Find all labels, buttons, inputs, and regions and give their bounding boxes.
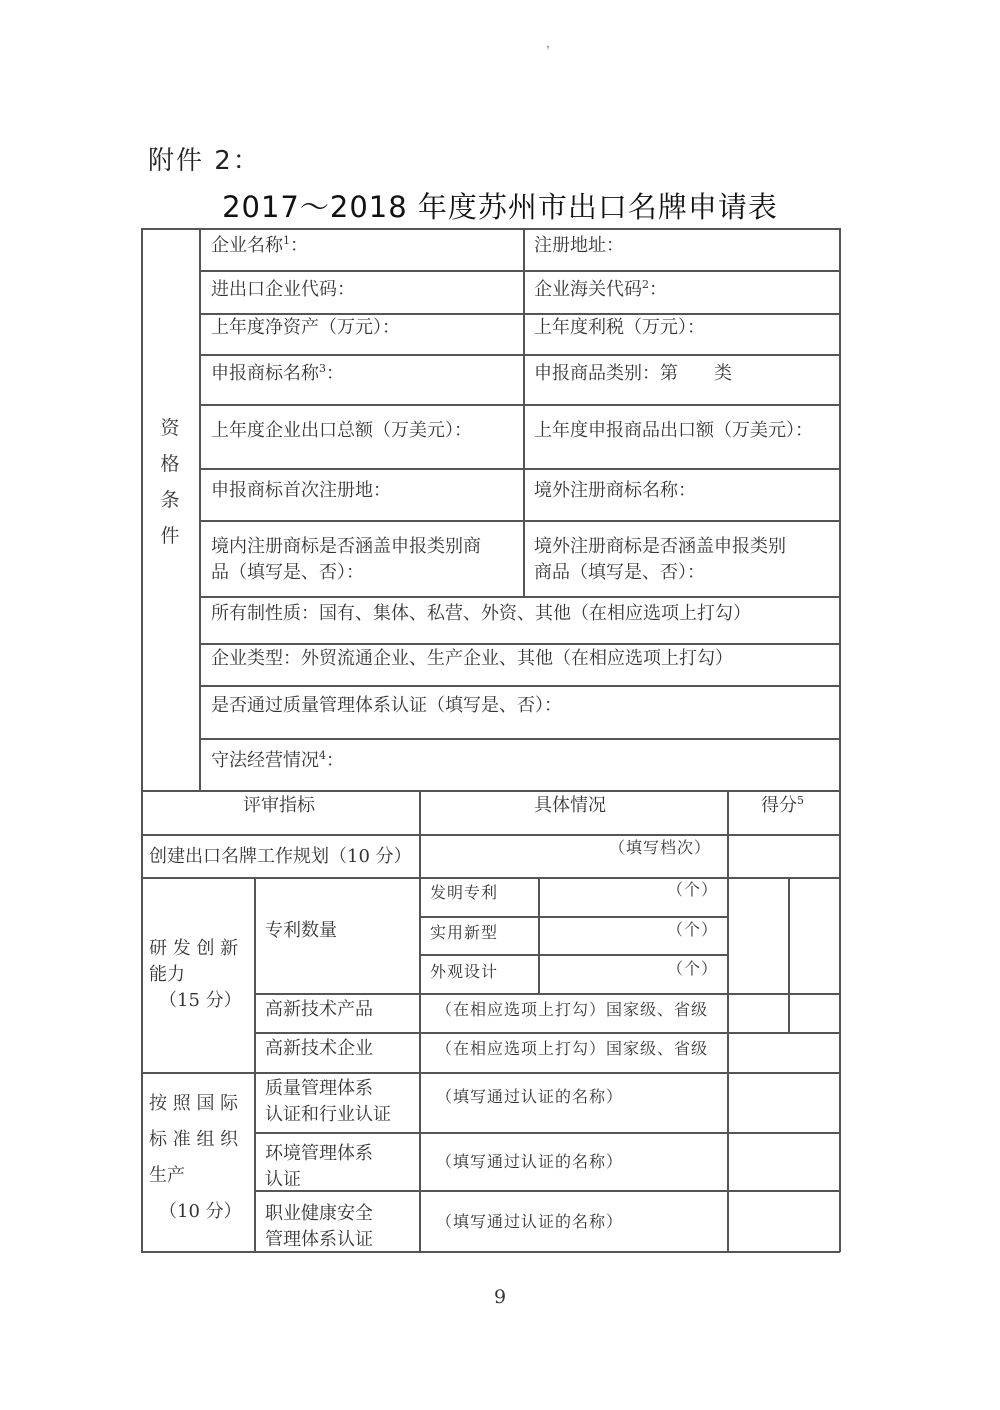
product-export-label: 上年度申报商品出口额（万美元）： [534, 420, 813, 441]
high-tech-product-label: 高新技术产品 [265, 999, 373, 1020]
patent-unit-design: （个） [667, 959, 719, 978]
environment-cert-label: 环境管理体系 认证 [265, 1143, 373, 1190]
evaluation-header-top [141, 790, 840, 792]
domestic-cover-label: 境内注册商标是否涵盖申报类别商 品（填写是、否）： [211, 536, 481, 583]
row-line [254, 993, 840, 995]
score-header: 得分$^5$ [761, 794, 804, 816]
high-tech-enterprise-label: 高新技术企业 [265, 1038, 373, 1059]
first-registration-label: 申报商标首次注册地： [211, 480, 391, 501]
profit-tax-label: 上年度利税（万元）： [534, 317, 705, 338]
total-export-label: 上年度企业出口总额（万美元）： [211, 420, 472, 441]
col-line [254, 877, 256, 1252]
patent-type-utility: 实用新型 [430, 923, 499, 942]
row-line [141, 834, 840, 836]
row-line [254, 1032, 840, 1034]
brand-planning-detail: （填写档次） [609, 838, 712, 857]
patent-unit-utility: （个） [667, 920, 719, 939]
compliance-label: 守法经营情况$^4$： [211, 749, 344, 771]
row-line [199, 520, 840, 522]
row-line [199, 685, 840, 687]
patent-unit-invention: （个） [667, 880, 719, 899]
high-tech-enterprise-detail: （在相应选项上打勾）国家级、省级 [436, 1039, 709, 1058]
patent-count-label: 专利数量 [265, 920, 337, 941]
indicator-header: 评审指标 [243, 795, 315, 816]
trademark-name-label: 申报商标名称$^3$： [211, 362, 344, 384]
col-line [419, 790, 421, 1252]
row-line [254, 1132, 840, 1134]
row-line [199, 596, 840, 598]
patent-type-design: 外观设计 [430, 962, 499, 981]
import-export-code-label: 进出口企业代码： [211, 279, 355, 300]
row-line [199, 643, 840, 645]
overseas-trademark-label: 境外注册商标名称： [534, 480, 696, 501]
row-line [141, 1072, 840, 1074]
product-category-label: 申报商品类别：第 类 [534, 363, 732, 384]
intl-standards-label: 按 照 国 际 标 准 组 织 生产 （10 分） [149, 1093, 242, 1222]
details-header: 具体情况 [534, 795, 606, 816]
quality-cert-label: 质量管理体系 认证和行业认证 [265, 1078, 391, 1125]
row-line [141, 877, 840, 879]
registered-address-label: 注册地址： [534, 235, 624, 256]
qualification-middle-divider [523, 228, 525, 596]
table-border-bottom [141, 1251, 840, 1253]
row-line [199, 738, 840, 740]
row-line [199, 270, 840, 272]
form-title: 2017～2018 年度苏州市出口名牌申请表 [222, 190, 778, 224]
quality-certified-label: 是否通过质量管理体系认证（填写是、否）： [211, 695, 562, 716]
attachment-label: 附件 2： [148, 146, 261, 176]
ownership-label: 所有制性质：国有、集体、私营、外资、其他（在相应选项上打勾） [211, 603, 751, 624]
col-line [538, 877, 540, 993]
row-line [199, 468, 840, 470]
patent-type-invention: 发明专利 [430, 883, 499, 902]
col-line [788, 877, 790, 1032]
scan-speck: ， [546, 36, 559, 50]
row-line [199, 404, 840, 406]
high-tech-product-detail: （在相应选项上打勾）国家级、省级 [436, 1000, 709, 1019]
application-form [141, 228, 840, 1252]
company-name-label: 企业名称$^1$： [211, 234, 308, 256]
enterprise-type-label: 企业类型：外贸流通企业、生产企业、其他（在相应选项上打勾） [211, 648, 733, 669]
quality-cert-detail: （填写通过认证的名称） [436, 1087, 624, 1106]
page-number: 9 [493, 1286, 507, 1308]
occupational-health-cert-detail: （填写通过认证的名称） [436, 1212, 624, 1231]
brand-planning-label: 创建出口名牌工作规划（10 分） [149, 846, 412, 867]
net-assets-label: 上年度净资产（万元）： [211, 317, 400, 338]
qualification-section-label: 资 格 条 件 [160, 417, 180, 547]
col-line [727, 790, 729, 1252]
overseas-cover-label: 境外注册商标是否涵盖申报类别 商品（填写是、否）： [534, 536, 786, 583]
table-border-left [141, 228, 143, 1252]
table-border-top [141, 228, 840, 230]
customs-code-label: 企业海关代码$^2$： [534, 278, 667, 300]
rd-innovation-label: 研 发 创 新 能力 （15 分） [149, 938, 242, 1011]
table-border-right [839, 228, 841, 1252]
environment-cert-detail: （填写通过认证的名称） [436, 1152, 624, 1171]
occupational-health-cert-label: 职业健康安全 管理体系认证 [265, 1203, 373, 1250]
row-line [199, 354, 840, 356]
